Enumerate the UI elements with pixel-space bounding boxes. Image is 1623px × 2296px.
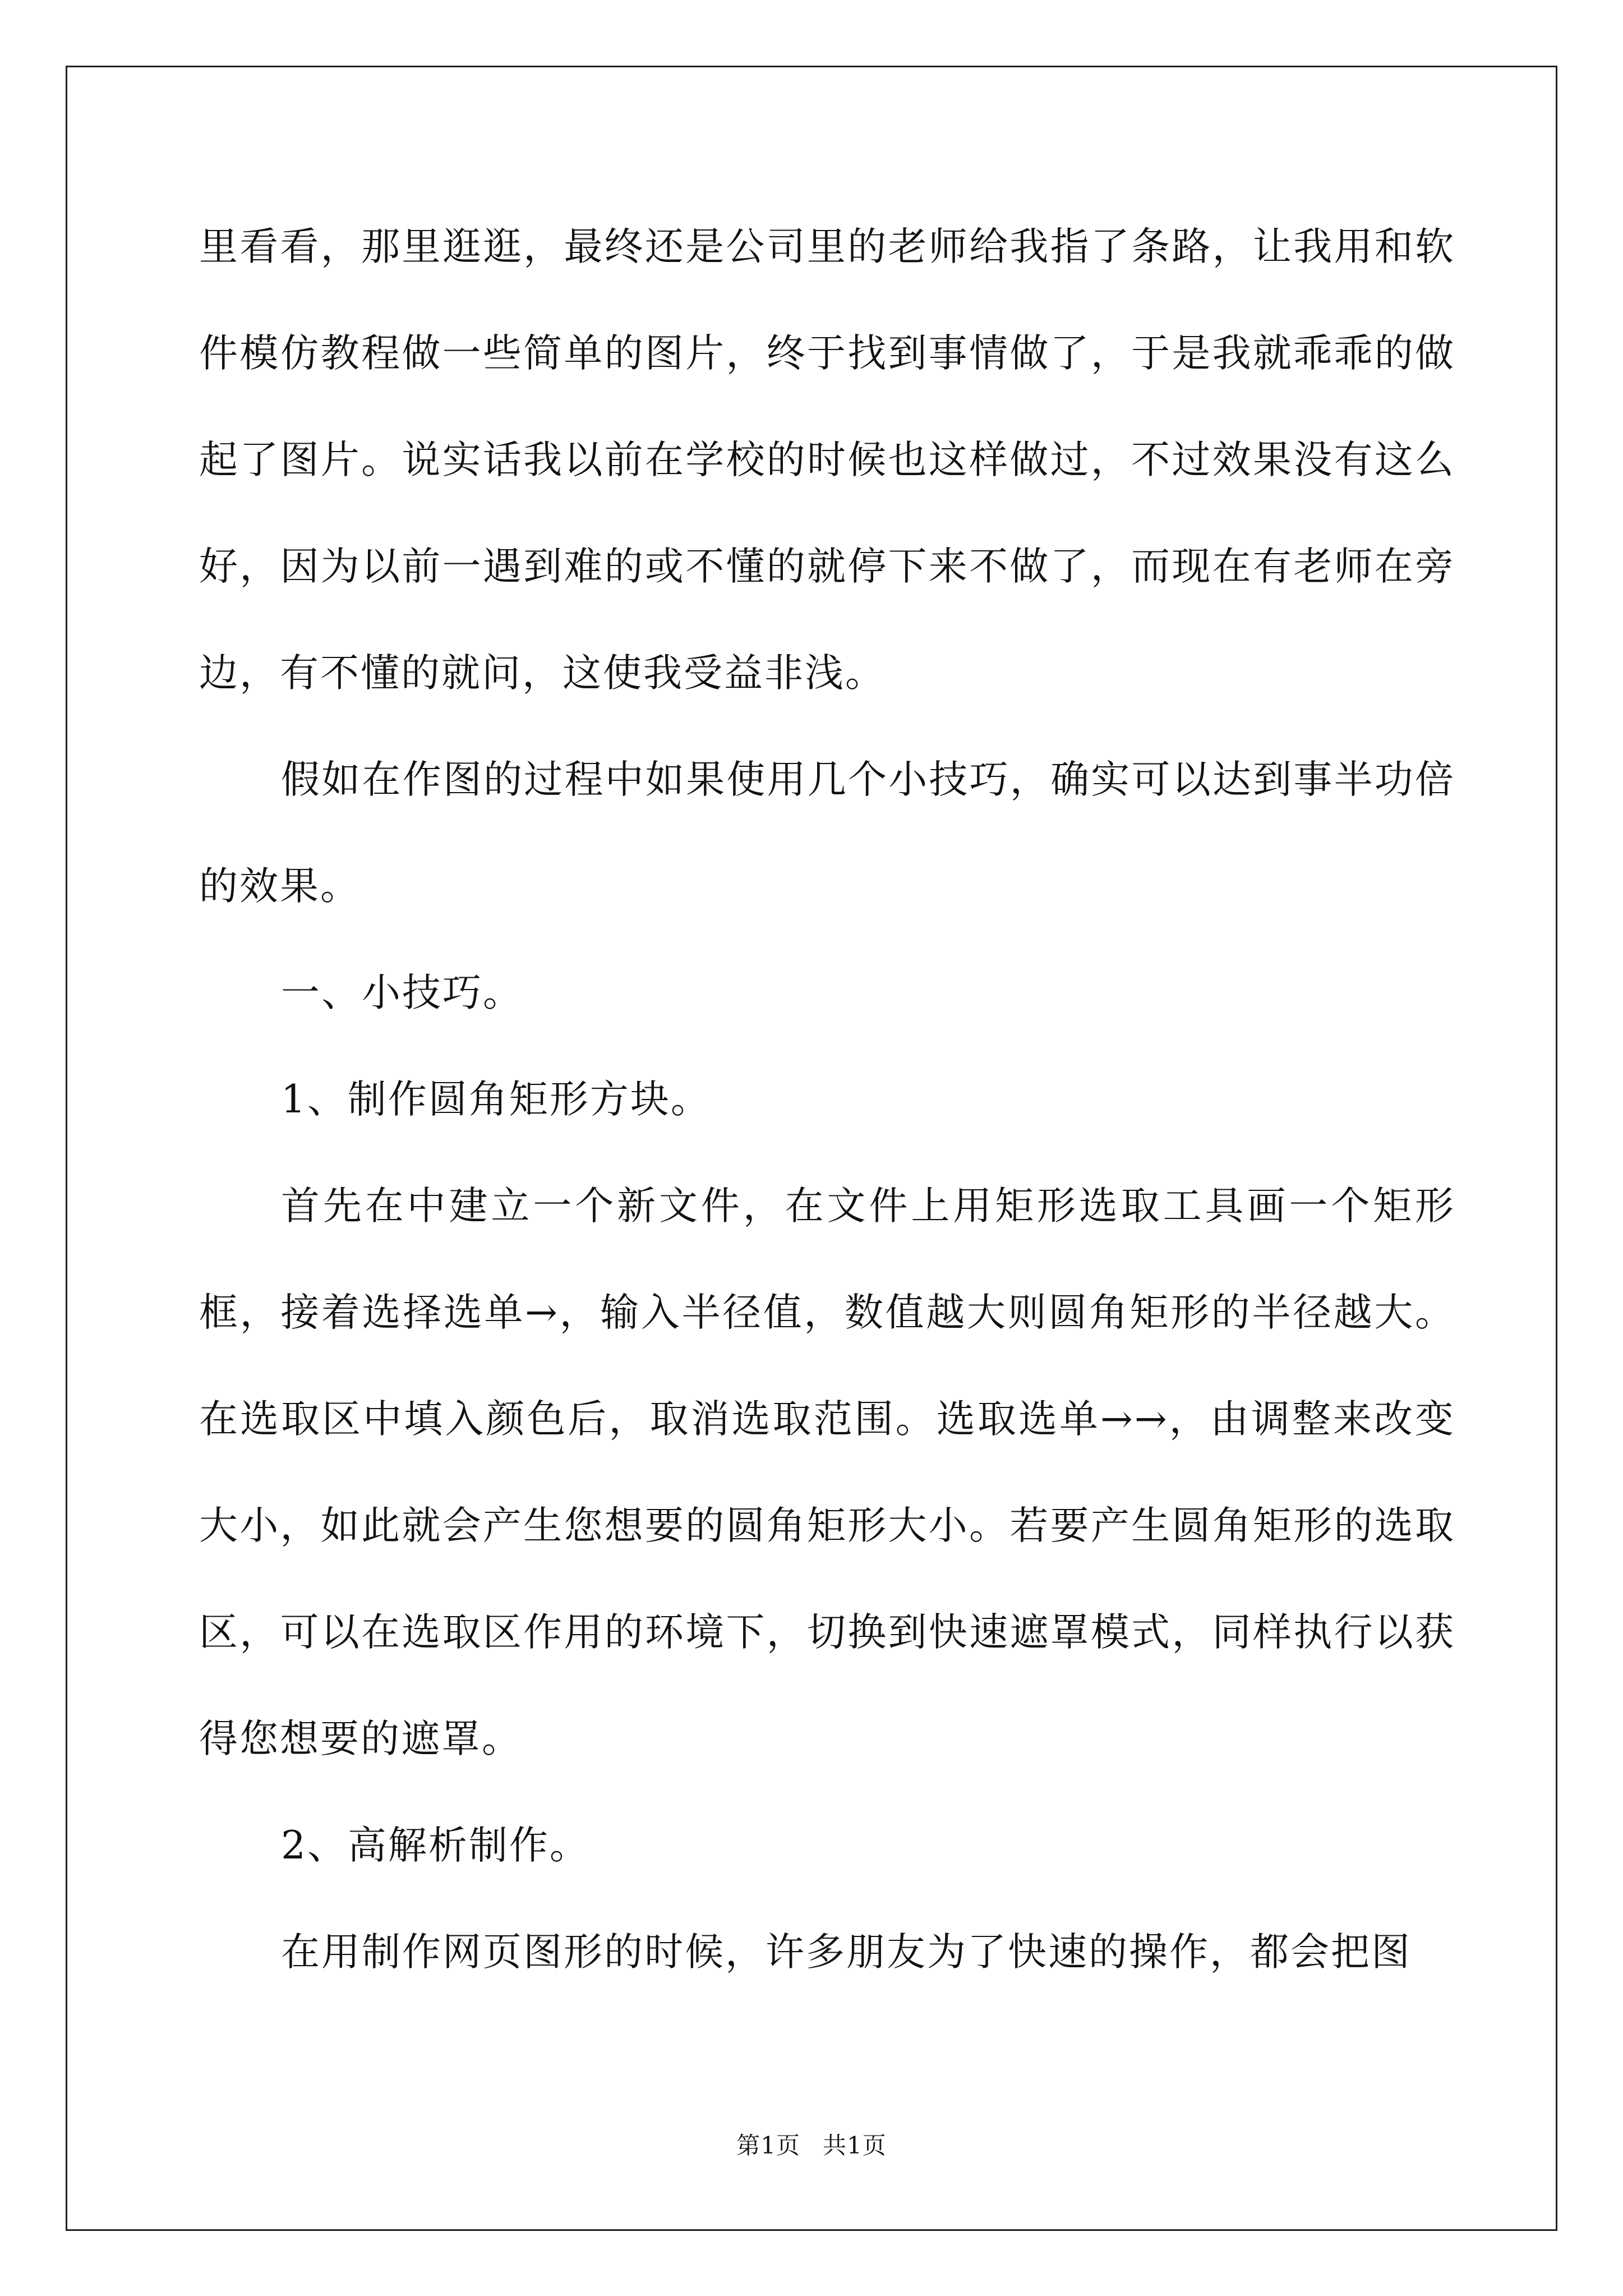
paragraph: 假如在作图的过程中如果使用几个小技巧，确实可以达到事半功倍的效果。 <box>199 757 1455 909</box>
page-footer <box>0 2127 1623 2161</box>
page-number: 第1页 <box>736 2132 800 2159</box>
paragraph: 里看看，那里逛逛，最终还是公司里的老师给我指了条路，让我用和软件模仿教程做一些简单的图片，终于找到事情做了，于是我就乖乖的做起了图片。说实话我以前在学校的时候也这样做过，不过效果没有这么好，因为以前一遇到难的或不懂的就停下来不做了，而现在有老师在旁边，有不懂的就问，这使我受益非浅。 <box>199 224 1455 696</box>
page-total: 共1页 <box>823 2132 887 2159</box>
document-body <box>199 194 1455 2005</box>
paragraph: 首先在中建立一个新文件，在文件上用矩形选取工具画一个矩形框，接着选择选单→，输入半径值，数值越大则圆角矩形的半径越大。在选取区中填入颜色后，取消选取范围。选取选单→→，由调整来改变大小，如此就会产生您想要的圆角矩形大小。若要产生圆角矩形的选取区，可以在选取区作用的环境下，切换到快速遮罩模式，同样执行以获得您想要的遮罩。 <box>199 1184 1455 1761</box>
section-heading: 一、小技巧。 <box>281 970 523 1015</box>
subsection-heading: 1、制作圆角矩形方块。 <box>281 1077 711 1122</box>
paragraph: 在用制作网页图形的时候，许多朋友为了快速的操作，都会把图 <box>281 1930 1412 1975</box>
subsection-heading: 2、高解析制作。 <box>281 1823 590 1868</box>
